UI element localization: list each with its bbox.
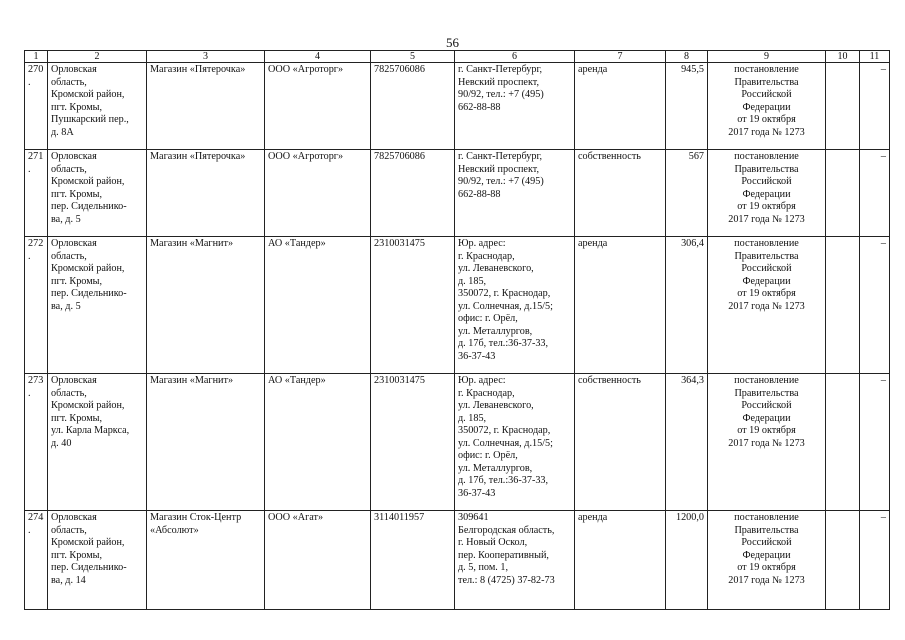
object-address-cell (48, 150, 147, 237)
document-cell (708, 63, 826, 150)
inn-cell: 3114011957 (371, 511, 455, 610)
cell-line: 309641 (458, 512, 489, 523)
owner-address-cell (455, 374, 575, 511)
table-row (25, 511, 890, 610)
column-10-cell (826, 237, 860, 374)
cell-line: область, (51, 163, 87, 175)
column-10-cell (826, 63, 860, 150)
cell-line: постановление (734, 151, 799, 162)
cell-line: Правительства (734, 524, 799, 536)
ownership-right-cell: аренда (575, 63, 666, 150)
cell-line: 90/92, тел.: +7 (495) (458, 89, 544, 100)
row-number-cell: 272. (25, 237, 48, 374)
owner-name-cell (265, 374, 371, 511)
column-11-cell: – (860, 63, 890, 150)
cell-line: от 19 октября (737, 425, 796, 436)
cell-line: Федерации (742, 188, 791, 200)
cell-line: 36-37-43 (458, 350, 496, 362)
cell-line: 350072, г. Краснодар, (458, 288, 551, 299)
table-row (25, 150, 890, 237)
cell-line: д. 5, пом. 1, (458, 562, 508, 573)
object-name-cell (147, 511, 265, 610)
row-number-cell: 273. (25, 374, 48, 511)
cell-line: д. 40 (51, 437, 72, 449)
owner-name-cell (265, 150, 371, 237)
cell-line: ООО «Агроторг» (268, 64, 344, 75)
cell-line: пер. Сидельнико- (51, 201, 127, 212)
cell-line: «Абсолют» (150, 524, 199, 536)
cell-line: Кромской район, (51, 89, 125, 100)
cell-line: пгт. Кромы, (51, 275, 103, 287)
cell-line: офис: г. Орёл, (458, 313, 518, 324)
cell-line: 36-37-43 (458, 487, 496, 499)
cell-line: г. Новый Оскол, (458, 537, 528, 548)
cell-line: область, (51, 387, 87, 399)
area-cell: 945,5 (666, 63, 708, 150)
cell-line: Кромской район, (51, 263, 125, 274)
column-header: 5 (371, 51, 455, 63)
cell-line: д. 17б, тел.:36-37-33, (458, 338, 549, 349)
column-11-cell: – (860, 511, 890, 610)
cell-line: Пушкарский пер., (51, 114, 129, 125)
cell-line: Российской (741, 400, 792, 411)
table-body (25, 63, 890, 610)
column-header: 8 (666, 51, 708, 63)
cell-line: ва, д. 5 (51, 300, 81, 312)
cell-line: Правительства (734, 76, 799, 88)
cell-line: ул. Леваневского, (458, 400, 534, 411)
object-name-cell (147, 237, 265, 374)
cell-line: постановление (734, 64, 799, 75)
cell-line: д. 8А (51, 126, 74, 138)
object-address-cell (48, 374, 147, 511)
cell-line: область, (51, 250, 87, 262)
cell-line: 2017 года № 1273 (728, 213, 805, 225)
cell-line: ООО «Агроторг» (268, 151, 344, 162)
ownership-right-cell: собственность (575, 374, 666, 511)
cell-line: ул. Карла Маркса, (51, 425, 130, 436)
cell-line: офис: г. Орёл, (458, 450, 518, 461)
cell-line: Юр. адрес: (458, 238, 506, 249)
column-11-cell: – (860, 374, 890, 511)
column-header: 3 (147, 51, 265, 63)
area-cell: 306,4 (666, 237, 708, 374)
cell-line: от 19 октября (737, 114, 796, 125)
document-cell (708, 374, 826, 511)
cell-line: Орловская (51, 64, 97, 75)
column-10-cell (826, 374, 860, 511)
object-address-cell (48, 63, 147, 150)
cell-line: от 19 октября (737, 562, 796, 573)
column-header: 2 (48, 51, 147, 63)
owner-address-cell (455, 63, 575, 150)
registry-table (24, 50, 890, 610)
cell-line: г. Санкт-Петербург, (458, 151, 543, 162)
cell-line: ООО «Агат» (268, 512, 324, 523)
cell-line: 350072, г. Краснодар, (458, 425, 551, 436)
cell-line: Федерации (742, 275, 791, 287)
object-name-cell (147, 374, 265, 511)
column-header: 7 (575, 51, 666, 63)
cell-line: Российской (741, 176, 792, 187)
owner-name-cell (265, 511, 371, 610)
column-header: 1 (25, 51, 48, 63)
area-cell: 364,3 (666, 374, 708, 511)
ownership-right-cell: собственность (575, 150, 666, 237)
cell-line: тел.: 8 (4725) 37-82-73 (458, 574, 555, 586)
column-10-cell (826, 511, 860, 610)
cell-line: 2017 года № 1273 (728, 574, 805, 586)
cell-line: 2017 года № 1273 (728, 300, 805, 312)
cell-line: от 19 октября (737, 288, 796, 299)
cell-line: пгт. Кромы, (51, 549, 103, 561)
cell-line: Федерации (742, 549, 791, 561)
column-number-row (25, 51, 890, 63)
area-cell: 1200,0 (666, 511, 708, 610)
cell-line: Юр. адрес: (458, 375, 506, 386)
cell-line: пер. Кооперативный, (458, 549, 549, 561)
ownership-right-cell: аренда (575, 237, 666, 374)
cell-line: пер. Сидельнико- (51, 288, 127, 299)
document-cell (708, 150, 826, 237)
document-cell (708, 237, 826, 374)
cell-line: Магазин «Пятерочка» (150, 64, 246, 75)
cell-line: от 19 октября (737, 201, 796, 212)
cell-line: Федерации (742, 101, 791, 113)
object-name-cell (147, 150, 265, 237)
cell-line: 2017 года № 1273 (728, 126, 805, 138)
table-row (25, 63, 890, 150)
cell-line: Кромской район, (51, 537, 125, 548)
cell-line: пгт. Кромы, (51, 412, 103, 424)
owner-address-cell (455, 511, 575, 610)
cell-line: Правительства (734, 387, 799, 399)
cell-line: АО «Тандер» (268, 375, 326, 386)
table-row (25, 237, 890, 374)
page-number: 56 (446, 35, 459, 50)
cell-line: 662-88-88 (458, 188, 501, 200)
cell-line: 2017 года № 1273 (728, 437, 805, 449)
cell-line: Белгородская область, (458, 524, 555, 536)
cell-line: пгт. Кромы, (51, 101, 103, 113)
ownership-right-cell: аренда (575, 511, 666, 610)
cell-line: Магазин «Магнит» (150, 238, 234, 249)
cell-line: Орловская (51, 151, 97, 162)
cell-line: Российской (741, 89, 792, 100)
column-header: 9 (708, 51, 826, 63)
cell-line: Российской (741, 263, 792, 274)
cell-line: д. 185, (458, 275, 487, 287)
cell-line: Кромской район, (51, 176, 125, 187)
cell-line: Правительства (734, 250, 799, 262)
cell-line: г. Санкт-Петербург, (458, 64, 543, 75)
cell-line: пгт. Кромы, (51, 188, 103, 200)
inn-cell: 7825706086 (371, 63, 455, 150)
document-cell (708, 511, 826, 610)
column-header: 10 (826, 51, 860, 63)
cell-line: ул. Металлургов, (458, 462, 533, 474)
column-10-cell (826, 150, 860, 237)
table-row (25, 374, 890, 511)
cell-line: 662-88-88 (458, 101, 501, 113)
owner-name-cell (265, 63, 371, 150)
object-address-cell (48, 511, 147, 610)
cell-line: Невский проспект, (458, 76, 539, 88)
cell-line: Невский проспект, (458, 163, 539, 175)
cell-line: ва, д. 5 (51, 213, 81, 225)
cell-line: ул. Солнечная, д.15/5; (458, 437, 553, 449)
owner-address-cell (455, 237, 575, 374)
cell-line: ул. Леваневского, (458, 263, 534, 274)
object-address-cell (48, 237, 147, 374)
cell-line: область, (51, 76, 87, 88)
row-number-cell: 271. (25, 150, 48, 237)
owner-name-cell (265, 237, 371, 374)
column-header: 6 (455, 51, 575, 63)
cell-line: АО «Тандер» (268, 238, 326, 249)
cell-line: Магазин Сток-Центр (150, 512, 242, 523)
cell-line: область, (51, 524, 87, 536)
column-11-cell: – (860, 150, 890, 237)
inn-cell: 2310031475 (371, 374, 455, 511)
inn-cell: 7825706086 (371, 150, 455, 237)
cell-line: 90/92, тел.: +7 (495) (458, 176, 544, 187)
cell-line: Орловская (51, 512, 97, 523)
cell-line: пер. Сидельнико- (51, 562, 127, 573)
column-header: 11 (860, 51, 890, 63)
row-number-cell: 274. (25, 511, 48, 610)
cell-line: Кромской район, (51, 400, 125, 411)
area-cell: 567 (666, 150, 708, 237)
owner-address-cell (455, 150, 575, 237)
cell-line: ва, д. 14 (51, 574, 86, 586)
cell-line: Орловская (51, 238, 97, 249)
cell-line: г. Краснодар, (458, 250, 515, 262)
cell-line: постановление (734, 512, 799, 523)
column-11-cell: – (860, 237, 890, 374)
cell-line: постановление (734, 375, 799, 386)
cell-line: Орловская (51, 375, 97, 386)
column-header: 4 (265, 51, 371, 63)
cell-line: Федерации (742, 412, 791, 424)
cell-line: постановление (734, 238, 799, 249)
cell-line: ул. Солнечная, д.15/5; (458, 300, 553, 312)
cell-line: г. Краснодар, (458, 387, 515, 399)
cell-line: д. 17б, тел.:36-37-33, (458, 475, 549, 486)
cell-line: ул. Металлургов, (458, 325, 533, 337)
cell-line: д. 185, (458, 412, 487, 424)
object-name-cell (147, 63, 265, 150)
cell-line: Магазин «Магнит» (150, 375, 234, 386)
cell-line: Магазин «Пятерочка» (150, 151, 246, 162)
cell-line: Российской (741, 537, 792, 548)
inn-cell: 2310031475 (371, 237, 455, 374)
row-number-cell: 270. (25, 63, 48, 150)
cell-line: Правительства (734, 163, 799, 175)
